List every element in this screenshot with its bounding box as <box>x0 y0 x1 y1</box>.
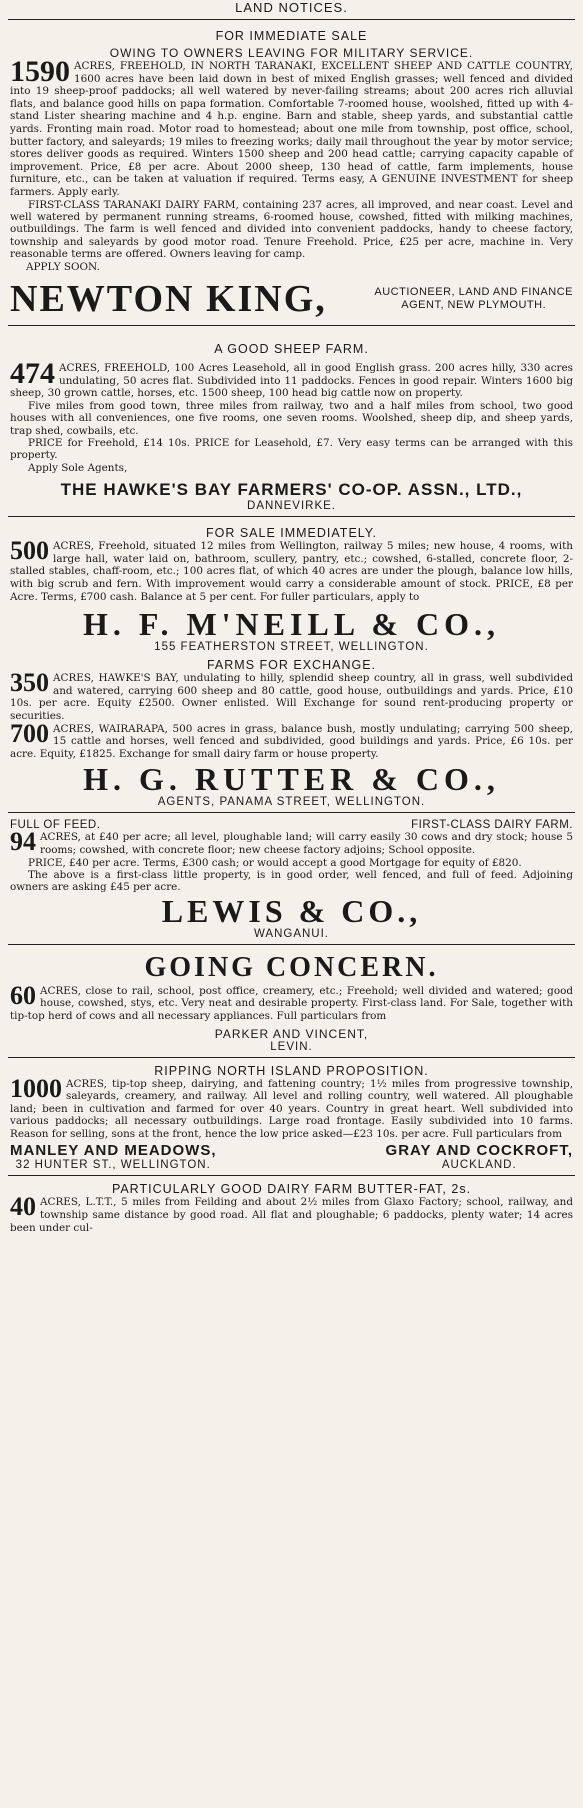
acreage-number: 1000 <box>10 1073 62 1103</box>
ad-body <box>10 718 573 761</box>
divider <box>8 1057 575 1058</box>
ad-body <box>10 827 573 857</box>
ad-body <box>10 55 573 199</box>
agent-name: THE HAWKE'S BAY FARMERS' CO-OP. ASSN., LTD., <box>60 480 523 500</box>
ad-body <box>10 1192 573 1234</box>
ad-text: ACRES, L.T.T., 5 miles from Feilding and about 2½ miles from Glaxo Factory; school, railway, and township same distance by good road. All flat and ploughable; 6 paddocks, plenty water; 14 acres been under cul- <box>10 1196 573 1234</box>
ad-north-island <box>0 1062 583 1172</box>
agent-detail: AGENT, NEW PLYMOUTH. <box>401 298 547 311</box>
agent-detail: DANNEVIRKE. <box>247 500 336 513</box>
divider <box>8 325 575 326</box>
ad-paragraph: Apply Sole Agents, <box>28 461 128 474</box>
ad-text: ACRES, WAIRARAPA, 500 acres in grass, balance bush, mostly undulating; carrying 500 sheep, 15 cattle and horses, well fenced and subdivided, good buildings and yards. Price, £6 10s. per acre. Equity, £1825. Exchange for small dairy farm or house property. <box>10 722 573 760</box>
agent-name: H. F. M'NEILL & CO., <box>82 606 501 643</box>
agent-name: NEWTON KING, <box>10 277 327 320</box>
ad-butter-fat <box>0 1180 583 1234</box>
agent-detail: AUCTIONEER, LAND AND FINANCE <box>374 285 573 298</box>
ad-heading: FOR IMMEDIATE SALE <box>215 29 368 43</box>
agent-name: LEWIS & CO., <box>161 892 422 929</box>
ad-text: ACRES, tip-top sheep, dairying, and fattening country; 1½ miles from progressive township, saleyards, creamery, and railway. All level and rolling country, well watered. All ploughable land; been in cultivation and farmed for over 40 years. Country in great heart. Well subdivided into various paddocks; all necessary outbuildings. Large road frontage. Easily subdivided into 10 farms. Reason for selling, sons at the front, hence the low price asked—£23 10s. per acre. Full particulars from <box>10 1077 573 1140</box>
agent-detail: 155 FEATHERSTON STREET, WELLINGTON. <box>154 641 429 654</box>
acreage-number: 500 <box>10 536 49 566</box>
ad-text: ACRES, FREEHOLD, IN NORTH TARANAKI, EXCELLENT SHEEP AND CATTLE COUNTRY, 1600 acres have been laid down in best of mixed English grasses; well fenced and divided into 19 sheep-proof paddocks; all well watered by never-failing streams; about 200 acres rich alluvial flats, and balance good hills on papa formation. Comfortable 7-roomed house, woolshed, fitted up with 4-stand Lister shearing machine and 4 h.p. engine. Barn and stable, sheep yards, and substantial cattle yards. Fronting main road. Motor road to homestead; about one mile from township, post office, school, butter factory, and saleyards; 19 miles to freezing works; daily mail throughout the year by motor service; stores deliver goods as required. Winters 1500 sheep and 200 head cattle; carrying capacity capable of improvement. Price, £8 per acre. About 2000 sheep, 130 head of cattle, farm implements, house furniture, etc., can be taken at valuation if required. Terms easy, A GENUINE INVESTMENT for sheep farmers. Apply early. <box>10 60 573 198</box>
agent-left <box>10 1142 217 1171</box>
agent-detail: AUCKLAND. <box>441 1159 517 1172</box>
agent-block <box>10 1142 573 1171</box>
agent-detail: AGENTS, PANAMA STREET, WELLINGTON. <box>157 796 426 809</box>
ad-heading: RIPPING NORTH ISLAND PROPOSITION. <box>154 1063 429 1078</box>
ad-going-concern <box>0 949 583 1053</box>
ad-heading: FULL OF FEED. <box>10 819 101 832</box>
ad-heading: FARMS FOR EXCHANGE. <box>206 658 377 673</box>
divider <box>8 516 575 517</box>
agent-detail: 32 HUNTER ST., WELLINGTON. <box>15 1159 211 1172</box>
ad-heading: FIRST-CLASS DAIRY FARM. <box>411 819 573 832</box>
ad-exchange <box>0 653 583 808</box>
agent-name: GRAY AND COCKROFT, <box>385 1142 573 1160</box>
ad-taranaki <box>0 24 583 321</box>
agent-detail: LEVIN. <box>270 1040 313 1053</box>
agent-name: H. G. RUTTER & CO., <box>83 761 500 798</box>
ad-body <box>10 668 573 722</box>
acreage-number: 40 <box>10 1192 36 1222</box>
agent-right <box>386 1142 573 1171</box>
divider <box>8 944 575 945</box>
agent-detail: WANGANUI. <box>253 927 330 940</box>
acreage-number: 60 <box>10 980 36 1010</box>
ad-text: ACRES, close to rail, school, post office, creamery, etc.; Freehold; well divided and watered; good house, cowshed, stys, etc. Very neat and desirable property. First-class land. For Sale, together with tip-top herd of cows and all necessary appliances. Full particulars from <box>10 984 573 1022</box>
ad-dairy-farm <box>0 817 583 939</box>
divider <box>8 19 575 20</box>
ad-heading: GOING CONCERN. <box>144 951 439 983</box>
ad-for-sale <box>0 521 583 653</box>
ad-subheading: OWING TO OWNERS LEAVING FOR MILITARY SERVICE. <box>109 46 474 60</box>
acreage-number: 350 <box>10 668 49 698</box>
ad-paragraph: FIRST-CLASS TARANAKI DAIRY FARM, containing 237 acres, all improved, and near coast. Level and well watered by permanent running streams, 6-roomed house, cowshed, fitted with milking machines, outbuildings. The farm is well fenced and divided into convenient paddocks, handy to cheese factory, township and saleyards by good motor road. Tenure Freehold. Price, £25 per acre, machine in. Very reasonable terms are offered. Owners leaving for camp. <box>10 198 573 261</box>
agent-block <box>10 277 573 321</box>
ad-sheep-farm <box>0 330 583 512</box>
ad-paragraph: PRICE for Freehold, £14 10s. PRICE for Leasehold, £7. Very easy terms can be arranged with this property. <box>10 436 573 462</box>
acreage-number: 1590 <box>10 55 70 88</box>
ad-heading: PARTICULARLY GOOD DAIRY FARM BUTTER-FAT, 2s. <box>111 1182 472 1197</box>
page-header: LAND NOTICES. <box>235 0 348 15</box>
ad-text: ACRES, Freehold, situated 12 miles from Wellington, railway 5 miles; new house, 4 rooms, with large hall, water laid on, bathroom, scullery, pantry, etc.; cowshed, 6-stalled, concrete floor, 2-stalled stables, chaff-room, etc.; 100 acres flat, of which 40 acres are under the plough, balance low hills, with big scrub and fern. With improvement would carry a considerable amount of stock. PRICE, £8 per Acre. Terms, £700 cash. Balance at 5 per cent. For fuller particulars, apply to <box>10 540 573 603</box>
ad-heading: FOR SALE IMMEDIATELY. <box>205 526 378 541</box>
ad-paragraph: The above is a first-class little property, is in good order, well fenced, and full of feed. Adjoining owners are asking £45 per acre. <box>10 868 573 894</box>
ad-body <box>10 536 573 603</box>
agent-name: PARKER AND VINCENT, <box>214 1026 369 1041</box>
ad-closing: APPLY SOON. <box>26 260 100 273</box>
ad-text: ACRES, FREEHOLD, 100 Acres Leasehold, all in good English grass. 200 acres hilly, 330 acres undulating, 50 acres flat. Subdivided into 11 paddocks. Fences in good repair. Winters 1600 big sheep, 30 grown cattle, horses, etc. 1500 sheep, 100 head big cattle now on property. <box>10 361 573 400</box>
agent-details <box>374 286 573 312</box>
ad-body <box>10 356 573 400</box>
ad-body <box>10 980 573 1023</box>
ad-body <box>10 1073 573 1141</box>
acreage-number: 94 <box>10 827 36 857</box>
ad-heading: A GOOD SHEEP FARM. <box>214 341 369 356</box>
acreage-number: 474 <box>10 356 55 390</box>
ad-paragraph: Five miles from good town, three miles from railway, two and a half miles from school, two good houses with all conveniences, one five rooms, one seven rooms. Woolshed, sheep dip, and sheep yards, trap shed, cowbails, etc. <box>10 399 573 437</box>
ad-heading-row <box>10 819 573 831</box>
ad-text: ACRES, at £40 per acre; all level, ploughable land; will carry easily 30 cows and dry stock; house 5 rooms; cowshed, with concrete floor; new cheese factory adjoins; School opposite. <box>40 831 573 856</box>
acreage-number: 700 <box>10 718 49 748</box>
divider <box>8 812 575 813</box>
ad-text: ACRES, HAWKE'S BAY, undulating to hilly, splendid sheep country, all in grass, well subdivided and watered, carrying 600 sheep and 80 cattle, good house, outbuildings and yards. Price, £10 10s. per acre. Equity £2500. Owner enlisted. Will Exchange for sound rent-producing property or securities. <box>10 672 573 722</box>
ad-paragraph: PRICE, £40 per acre. Terms, £300 cash; or would accept a good Mortgage for equity of £820. <box>28 856 522 869</box>
divider <box>8 1175 575 1176</box>
agent-name: MANLEY AND MEADOWS, <box>10 1142 217 1160</box>
